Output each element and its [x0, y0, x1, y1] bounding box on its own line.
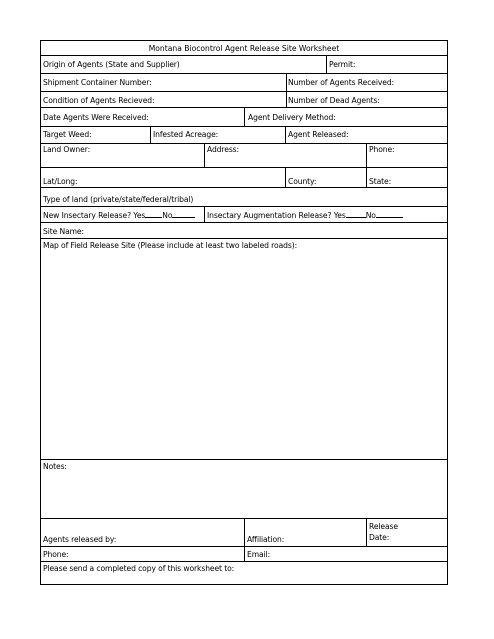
- site-name-label: Site Name:: [43, 227, 84, 236]
- state-label: State:: [369, 177, 392, 186]
- affiliation-label: Affiliation:: [247, 535, 285, 544]
- row-divider: [41, 222, 447, 223]
- target-weed-label: Target Weed:: [43, 130, 92, 139]
- map-label: Map of Field Release Site (Please include at least two labeled roads):: [43, 241, 298, 250]
- col-divider: [285, 167, 286, 187]
- shipment-container-label: Shipment Container Number:: [43, 78, 152, 87]
- col-divider: [244, 107, 245, 126]
- phone-label: Phone:: [43, 550, 69, 559]
- col-divider: [204, 143, 205, 167]
- num-dead-label: Number of Dead Agents:: [288, 96, 380, 105]
- row-divider: [41, 126, 447, 127]
- col-divider: [366, 143, 367, 167]
- row-divider: [41, 91, 447, 92]
- num-received-label: Number of Agents Received:: [288, 78, 395, 87]
- new-insectary-label: [43, 210, 195, 220]
- infested-acreage-label: Infested Acreage:: [153, 130, 219, 139]
- worksheet-form: [40, 40, 448, 585]
- col-divider: [285, 126, 286, 143]
- augmentation-no-blank[interactable]: [376, 210, 403, 218]
- row-divider: [41, 206, 447, 207]
- email-label: Email:: [247, 550, 271, 559]
- row-divider: [41, 238, 447, 239]
- send-copy-label: Please send a completed copy of this worksheet to:: [43, 564, 235, 573]
- col-divider: [244, 518, 245, 561]
- row-divider: [41, 167, 447, 168]
- date-received-label: Date Agents Were Received:: [43, 113, 149, 122]
- release-date-label-line2: Date:: [369, 533, 390, 542]
- owner-phone-label: Phone:: [369, 145, 395, 154]
- col-divider: [366, 167, 367, 187]
- row-divider: [41, 143, 447, 144]
- new-insectary-yes-blank[interactable]: [145, 210, 162, 218]
- lat-long-label: Lat/Long:: [43, 177, 78, 186]
- row-divider: [41, 55, 447, 56]
- augmentation-yes-text: Insectary Augmentation Release? Yes: [207, 211, 346, 220]
- land-owner-label: Land Owner:: [43, 145, 91, 154]
- new-insectary-no-blank[interactable]: [172, 210, 195, 218]
- new-insectary-no-text: No: [162, 211, 173, 220]
- notes-label: Notes:: [43, 462, 67, 471]
- augmentation-yes-blank[interactable]: [346, 210, 366, 218]
- released-by-label: Agents released by:: [43, 535, 117, 544]
- county-label: County:: [288, 177, 317, 186]
- form-title: Montana Biocontrol Agent Release Site Worksheet: [148, 44, 340, 53]
- augmentation-no-text: No: [365, 211, 376, 220]
- origin-label: Origin of Agents (State and Supplier): [43, 60, 180, 69]
- col-divider: [366, 518, 367, 546]
- col-divider: [150, 126, 151, 143]
- row-divider: [41, 73, 447, 74]
- col-divider: [286, 73, 287, 107]
- new-insectary-yes-text: New Insectary Release? Yes: [43, 211, 146, 220]
- row-divider: [41, 187, 447, 188]
- type-of-land-label: Type of land (private/state/federal/tribal): [43, 195, 194, 204]
- condition-label: Condition of Agents Recieved:: [43, 96, 155, 105]
- agent-released-label: Agent Released:: [288, 130, 349, 139]
- col-divider: [204, 206, 205, 222]
- delivery-method-label: Agent Delivery Method:: [248, 113, 336, 122]
- row-divider: [41, 561, 447, 562]
- release-date-label-line1: Release: [369, 522, 398, 531]
- row-divider: [41, 459, 447, 460]
- augmentation-label: [207, 210, 403, 220]
- address-label: Address:: [207, 145, 239, 154]
- col-divider: [326, 55, 327, 73]
- permit-label: Permit:: [329, 60, 356, 69]
